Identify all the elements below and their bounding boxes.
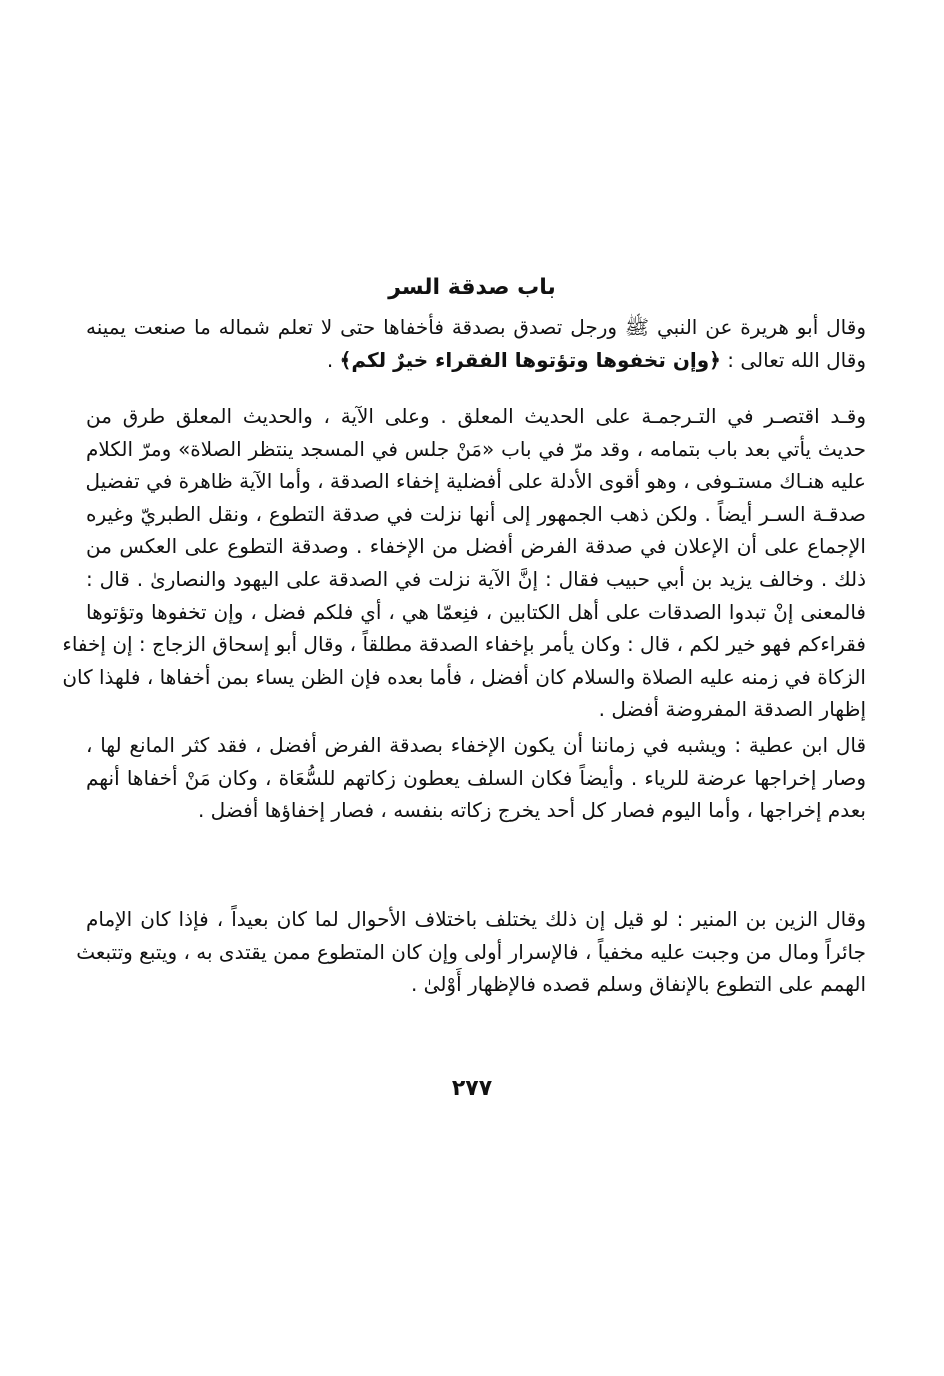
chapter-title: باب صدقة السر xyxy=(388,275,556,300)
paragraph-2 xyxy=(86,729,866,827)
intro-line-2 xyxy=(86,344,866,377)
paragraph-line: فالمعنى إنْ تبدوا الصدقات على أهل الكتابين ، فنِعمّا هي ، أي فلكم فضل ، وإن تخفوها وتؤتوها xyxy=(86,599,866,624)
paragraph-line: الزكاة في زمنه عليه الصلاة والسلام كان أفضل ، فأما بعده فإن الظن يساء بمن أخفاها ، فلهذا كان xyxy=(62,664,866,689)
paragraph-line: الإجماع على أن الإعلان في صدقة الفرض أفضل من الإخفاء . وصدقة التطوع على العكس من xyxy=(86,534,866,559)
paragraph-line: جائراً ومال من وجبت عليه مخفياً ، فالإسرار أولى وإن كان المتطوع ممن يقتدى به ، ويتبع وتتبعث xyxy=(76,939,866,964)
paragraph-line: فقراءكم فهو خير لكم ، قال : وكان يأمر بإخفاء الصدقة مطلقاً ، وقال أبو إسحاق الزجاج : إن إخفاء xyxy=(62,632,866,657)
paragraph-line: بعدم إخراجها ، وأما اليوم فصار كل أحد يخرج زكاته بنفسه ، فصار إخفاؤها أفضل . xyxy=(197,798,866,823)
paragraph-line: صدقـة السـر أيضاً . ولكن ذهب الجمهور إلى أنها نزلت في صدقة التطوع ، ونقل الطبريّ وغيره xyxy=(86,501,866,526)
paragraph-1 xyxy=(62,400,866,726)
intro-line-2-suffix: . xyxy=(326,347,334,372)
intro-line-2-prefix: وقال الله تعالى : xyxy=(727,347,866,372)
paragraph-3 xyxy=(76,903,866,1001)
intro-block xyxy=(86,311,866,376)
paragraph-line: وصار إخراجها عرضة للرياء . وأيضاً فكان السلف يعطون زكاتهم للسُّعَاة ، وكان مَنْ أخفاها أنهم xyxy=(86,765,866,790)
paragraph-line: عليه هنـاك مستـوفى ، وهو أقوى الأدلة على أفضلية إخفاء الصدقة ، وأما الآية ظاهرة في تفضيل xyxy=(85,469,866,494)
paragraph-line: وقال الزين بن المنير : لو قيل إن ذلك يختلف باختلاف الأحوال لما كان بعيداً ، فإذا كان الإمام xyxy=(86,907,866,931)
paragraph-line: ذلك . وخالف يزيد بن أبي حبيب فقال : إنَّ الآية نزلت في الصدقة على اليهود والنصارىٰ . قال : xyxy=(86,566,866,591)
page-number: ٢٧٧ xyxy=(451,1076,493,1101)
intro-line-1: وقال أبو هريرة عن النبي ﷺ ورجل تصدق بصدقة فأخفاها حتى لا تعلم شماله ما صنعت يمينه xyxy=(86,315,866,339)
paragraph-line: قال ابن عطية : ويشبه في زماننا أن يكون الإخفاء بصدقة الفرض أفضل ، فقد كثر المانع لها ، xyxy=(86,733,866,757)
quran-verse: ﴿وإن تخفوها وتؤتوها الفقراء خيرٌ لكم﴾ xyxy=(339,347,721,372)
paragraph-line: وقـد اقتصـر في التـرجمـة على الحديث المعلق . وعلى الآية ، والحديث المعلق طرق من xyxy=(86,404,866,428)
paragraph-line: إظهار الصدقة المفروضة أفضل . xyxy=(598,697,866,722)
paragraph-line: الهمم على التطوع بالإنفاق وسلم قصده فالإظهار أَوْلىٰ . xyxy=(410,972,866,997)
paragraph-line: حديث يأتي بعد باب بتمامه ، وقد مرّ في باب «مَنْ جلس في المسجد ينتظر الصلاة» ومرّ الكلام xyxy=(86,436,866,461)
